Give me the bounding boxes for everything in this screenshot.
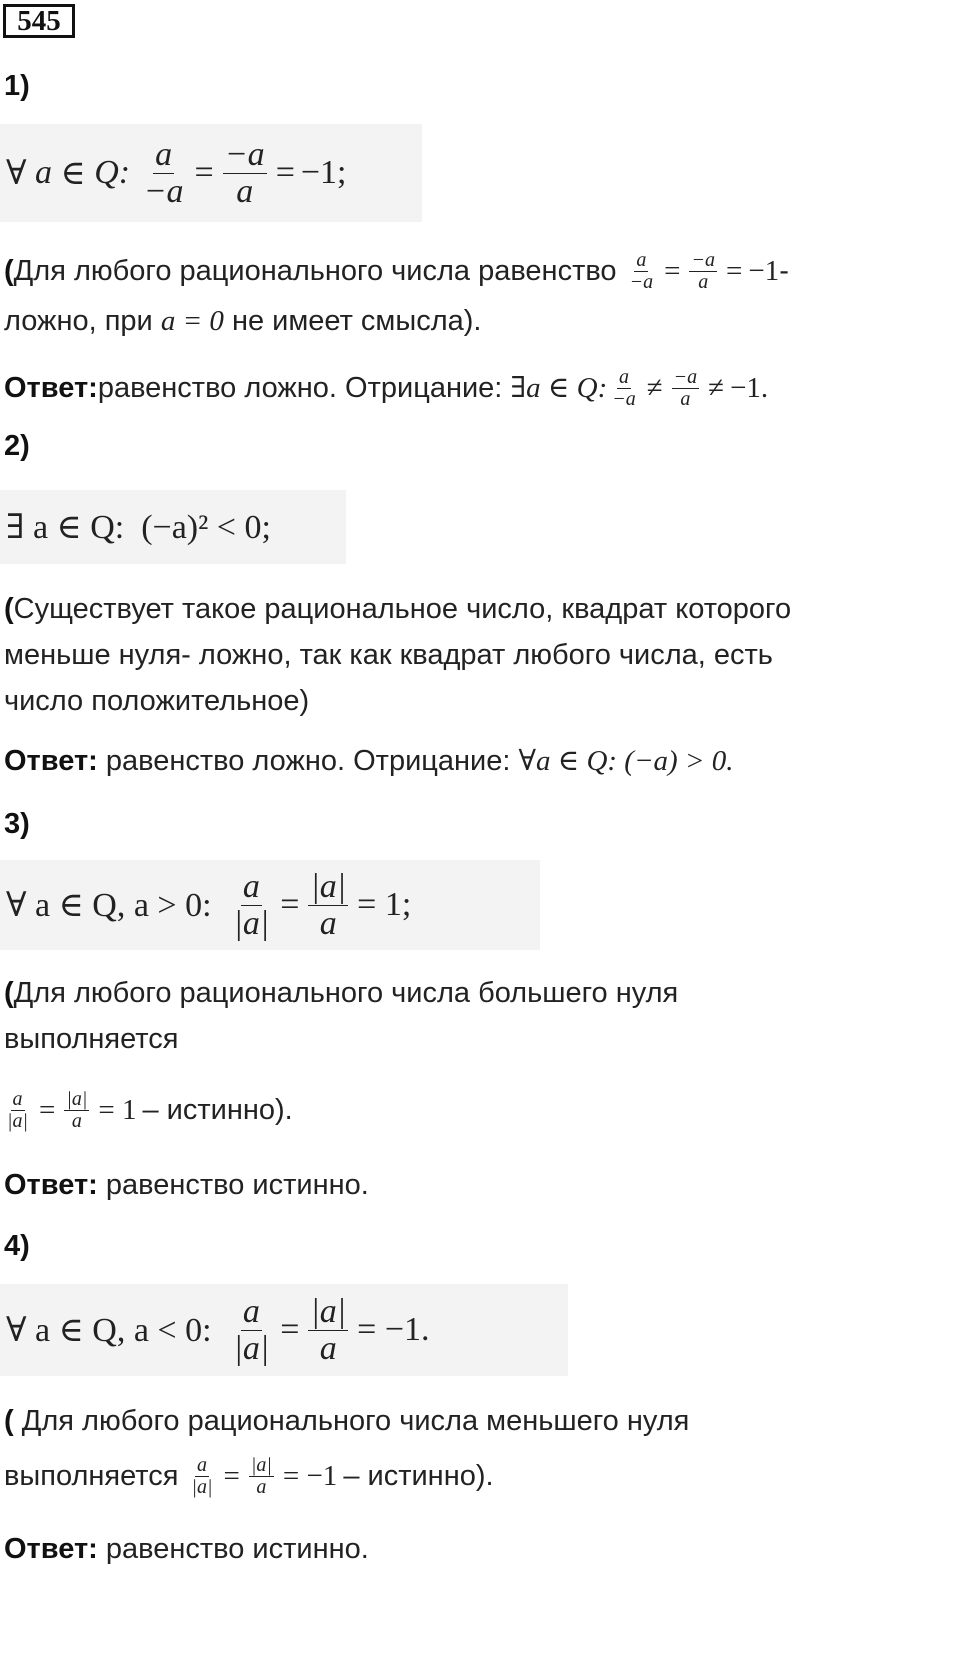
- item-4-formula: ∀ a ∈ Q, a < 0: $\frac{a}{|a|}$ = $\frac{|a|}{a}$ = −1.: [0, 1284, 568, 1376]
- var-a: a: [35, 154, 53, 191]
- item-2-number: 2): [4, 430, 30, 462]
- item-1-answer: Ответ: равенство ложно. Отрицание: ∃a ∈ Q: $\frac{a}{-a}$ ≠ $\frac{-a}{a}$ ≠ −1.: [4, 365, 769, 410]
- item-3-number: 3): [4, 808, 30, 840]
- set-q: Q:: [94, 154, 131, 191]
- answer-label: Ответ:: [4, 745, 98, 777]
- fraction: $\frac{|a|}{a}$: [250, 1453, 272, 1498]
- fraction: $\frac{-a}{a}$: [673, 365, 698, 410]
- forall-symbol: ∀: [6, 155, 27, 192]
- item-4-number: 4): [4, 1230, 30, 1262]
- equals-sign: =: [194, 154, 214, 191]
- fraction: $\frac{a}{-a}$: [629, 248, 654, 293]
- fraction: $\frac{-a}{a}$: [691, 248, 715, 293]
- item-2-answer: Ответ: равенство ложно. Отрицание: ∀a ∈ Q: (−a) > 0.: [4, 745, 734, 777]
- rhs-value: −1;: [300, 154, 347, 191]
- item-4-explanation-line-1: ( Для любого рационального числа меньшего нуля: [4, 1405, 690, 1437]
- item-4-explanation-line-2: выполняется $\frac{a}{|a|}$ = $\frac{|a|}{a}$ = −1 – истинно).: [4, 1453, 494, 1498]
- answer-label: Ответ:: [4, 1169, 98, 1201]
- fraction: $\frac{-a}{a}$: [224, 135, 265, 210]
- element-of-symbol: ∈: [60, 155, 86, 192]
- fraction: $\frac{a}{|a|}$: [233, 867, 270, 942]
- fraction: $\frac{a}{|a|}$: [7, 1087, 28, 1132]
- item-2-explanation-line-3: число положительное): [4, 685, 310, 717]
- item-3-explanation-line-2: выполняется: [4, 1023, 179, 1055]
- fraction: $\frac{a}{|a|}$: [233, 1292, 270, 1367]
- item-1-number: 1): [4, 70, 30, 102]
- fraction: $\frac{|a|}{a}$: [310, 1292, 347, 1367]
- item-1-explanation-line-2: ложно, при a = 0 не имеет смысла).: [4, 305, 482, 337]
- item-2-explanation-line-2: меньше нуля- ложно, так как квадрат любого числа, есть: [4, 639, 773, 671]
- item-1-formula: [0, 124, 422, 222]
- answer-label: Ответ:: [4, 1533, 98, 1565]
- item-2-formula: ∃ a ∈ Q: (−a)² < 0;: [0, 490, 346, 564]
- item-4-answer: Ответ: равенство истинно.: [4, 1533, 369, 1565]
- item-1-explanation-line-1: ( Для любого рационального числа равенство $\frac{a}{-a}$ = $\frac{-a}{a}$ = −1 -: [4, 248, 789, 293]
- fraction: $\frac{a}{|a|}$: [191, 1453, 213, 1498]
- item-3-answer: Ответ: равенство истинно.: [4, 1169, 369, 1201]
- fraction: $\frac{a}{-a}$: [612, 365, 636, 410]
- item-3-formula: ∀ a ∈ Q, a > 0: $\frac{a}{|a|}$ = $\frac{|a|}{a}$ = 1;: [0, 860, 540, 950]
- item-2-explanation-line-1: (Существует такое рациональное число, квадрат которого: [4, 593, 792, 625]
- equals-sign: =: [275, 154, 295, 191]
- item-3-explanation-line-3: $\frac{a}{|a|}$ = $\frac{|a|}{a}$ = 1 – истинно).: [7, 1087, 293, 1132]
- answer-label: Ответ:: [4, 372, 98, 404]
- fraction: $\frac{|a|}{a}$: [310, 867, 347, 942]
- task-number: 545: [3, 4, 75, 38]
- item-3-explanation-line-1: (Для любого рационального числа большего нуля: [4, 977, 679, 1009]
- fraction: $\frac{a}{-a}$: [143, 135, 184, 210]
- fraction: $\frac{|a|}{a}$: [66, 1087, 88, 1132]
